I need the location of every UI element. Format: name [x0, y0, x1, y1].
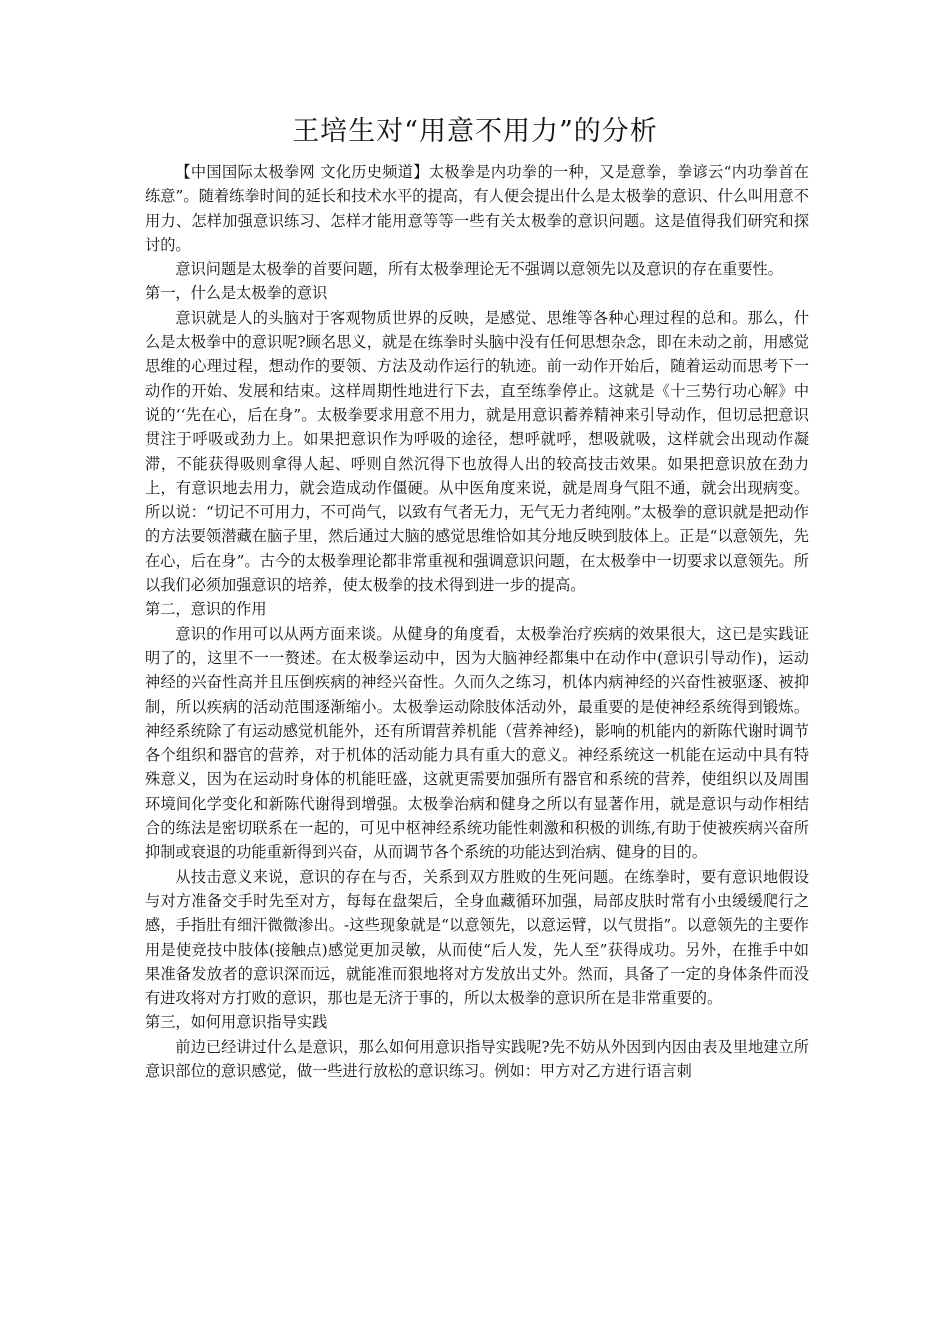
- section-heading-3: 第三，如何用意识指导实践: [145, 1013, 328, 1032]
- document-body: [145, 160, 809, 1083]
- paragraph-intro: 【中国国际太极拳网 文化历史频道】太极拳是内功拳的一种，又是意拳，拳谚云“内功拳首在练意”。随着练拳时间的延长和技术水平的提高，有人便会提出什么是太极拳的意识、什么叫用意不用力、怎样加强意识练习、怎样才能用意等等一些有关太极拳的意识问题。这是值得我们研究和探讨的。: [145, 163, 809, 254]
- paragraph-section-2-health: 意识的作用可以从两方面来谈。从健身的角度看，太极拳治疗疾病的效果很大，这已是实践证明了的，这里不一一赘述。在太极拳运动中，因为大脑神经都集中在动作中(意识引导动作)，运动神经的兴奋性高并且压倒疾病的神经兴奋性。久而久之练习，机体内病神经的兴奋性被驱逐、被抑制，所以疾病的活动范围逐渐缩小。太极拳运动除肢体活动外，最重要的是使神经系统得到锻炼。神经系统除了有运动感觉机能外，还有所谓营养机能（营养神经)，影响的机能内的新陈代谢时调节各个组织和器官的营养，对于机体的活动能力具有重大的意义。神经系统这一机能在运动中具有特殊意义，因为在运动时身体的机能旺盛，这就更需要加强所有器官和系统的营养，使组织以及周围环境间化学变化和新陈代谢得到增强。太极拳治病和健身之所以有显著作用，就是意识与动作相结合的练法是密切联系在一起的，可见中枢神经系统功能性刺激和积极的训练,有助于使被疾病兴奋所抑制或衰退的功能重新得到兴奋，从而调节各个系统的功能达到治病、健身的目的。: [145, 624, 809, 862]
- section-heading-1: 第一，什么是太极拳的意识: [145, 284, 328, 303]
- paragraph-section-1: 意识就是人的头脑对于客观物质世界的反映，是感觉、思维等各种心理过程的总和。那么，什么是太极拳中的意识呢?顾名思义，就是在练拳时头脑中没有任何思想杂念，即在未动之前，用感觉思维的心理过程，想动作的要领、方法及动作运行的轨迹。前一动作开始后，随着运动而思考下一动作的开始、发展和结束。这样周期性地进行下去，直至练拳停止。这就是《十三势行功心解》中说的‘‘先在心，后在身”。太极拳要求用意不用力，就是用意识蓄养精神来引导动作，但切忌把意识贯注于呼吸或劲力上。如果把意识作为呼吸的途径，想呼就呼，想吸就吸，这样就会出现动作凝滞，不能获得吸则拿得人起、呼则自然沉得下也放得人出的较高技击效果。如果把意识放在劲力上，有意识地去用力，就会造成动作僵硬。从中医角度来说，就是周身气阻不通，就会出现病变。所以说：“切记不可用力，不可尚气，以致有气者无力，无气无力者纯刚。”太极拳的意识就是把动作的方法要领潜藏在脑子里，然后通过大脑的感觉思维恰如其分地反映到肢体上。正是“以意领先，先在心，后在身”。古今的太极拳理论都非常重视和强调意识问题，在太极拳中一切要求以意领先。所以我们必须加强意识的培养，使太极拳的技术得到进一步的提高。: [145, 308, 809, 595]
- paragraph-section-2-combat: 从技击意义来说，意识的存在与否，关系到双方胜败的生死问题。在练拳时，要有意识地假设与对方准备交手时先至对方，每每在盘架后，全身血藏循环加强，局部皮肤时常有小虫缓缓爬行之感，手指肚有细汗微微渗出。-这些现象就是“以意领先，以意运臂，以气贯指”。以意领先的主要作用是使竞技中肢体(接触点)感觉更加灵敏，从而使“后人发，先人至”获得成功。另外，在推手中如果准备发放者的意识深而远，就能准而狠地将对方发放出丈外。然而，具备了一定的身体条件而没有进攻将对方打败的意识，那也是无济于事的，所以太极拳的意识所在是非常重要的。: [145, 867, 809, 1008]
- paragraph-section-3: 前边已经讲过什么是意识，那么如何用意识指导实践呢?先不妨从外因到内因由表及里地建立所意识部位的意识感觉，做一些进行放松的意识练习。例如：甲方对乙方进行语言刺: [145, 1037, 809, 1080]
- section-heading-2: 第二，意识的作用: [145, 600, 267, 619]
- document-title: 王培生对“用意不用力”的分析: [292, 116, 658, 147]
- paragraph-importance: 意识问题是太极拳的首要问题，所有太极拳理论无不强调以意领先以及意识的存在重要性。: [175, 260, 783, 279]
